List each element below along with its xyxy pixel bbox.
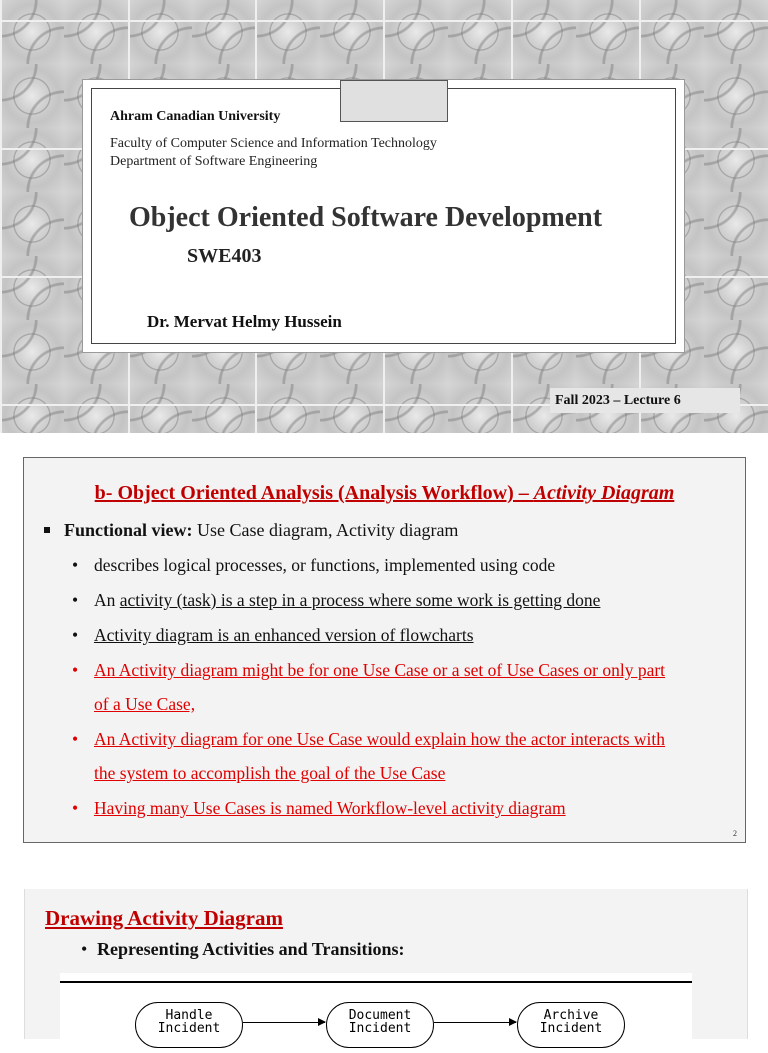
list-item <box>72 618 474 652</box>
list-item-text: of a Use Case, <box>94 694 196 714</box>
main-bullet-text: Use Case diagram, Activity diagram <box>192 520 459 540</box>
slide-title-main: b- Object Oriented Analysis (Analysis Workflow) – <box>94 482 534 504</box>
main-bullet <box>44 520 458 541</box>
bullet-dot-icon: • <box>72 798 79 818</box>
node-label: Incident <box>157 1021 221 1036</box>
list-item-text: Activity diagram is an enhanced version of flowcharts <box>94 625 474 645</box>
list-item-text: describes logical processes, or functions, implemented using code <box>94 555 556 575</box>
list-item-text: activity (task) is a step in a process where some work is getting done <box>119 590 601 610</box>
main-bullet-label: Functional view: <box>64 520 193 540</box>
lecture-tag: Fall 2023 – Lecture 6 <box>550 388 740 413</box>
title-card-frame <box>91 88 676 344</box>
course-title: Object Oriented Software Development <box>129 202 603 233</box>
list-item <box>72 583 600 617</box>
node-label: Incident <box>539 1021 603 1036</box>
slide-title: Drawing Activity Diagram <box>45 906 283 930</box>
title-slide <box>0 0 768 433</box>
activity-diagram <box>60 973 692 1053</box>
bullet-dot-icon: • <box>72 590 79 610</box>
university-name: Ahram Canadian University <box>110 109 281 124</box>
course-code: SWE403 <box>187 245 262 267</box>
tile-divider <box>0 20 768 22</box>
list-item <box>72 791 566 825</box>
university-logo <box>340 80 448 122</box>
list-item-text: Having many Use Cases is named Workflow-level activity diagram <box>94 798 566 818</box>
bullet-dot-icon: • <box>72 729 79 749</box>
title-card <box>82 79 685 353</box>
section-bullet <box>81 939 405 960</box>
list-item-text: An Activity diagram for one Use Case would explain how the actor interacts with <box>94 729 666 749</box>
diagram-top-rule <box>60 981 692 983</box>
activity-node-handle-incident <box>135 1002 243 1048</box>
bullet-dot-icon: • <box>72 625 79 645</box>
list-item <box>72 722 665 790</box>
section-bullet-text: Representing Activities and Transitions: <box>97 939 405 959</box>
instructor-name: Dr. Mervat Helmy Hussein <box>147 312 342 331</box>
slide-title-italic: Activity Diagram <box>533 482 675 504</box>
activity-node-archive-incident <box>517 1002 625 1048</box>
list-item-text: An <box>94 590 120 610</box>
list-item-text: An Activity diagram might be for one Use Case or a set of Use Cases or only part <box>94 660 666 680</box>
node-label: Archive <box>543 1008 599 1023</box>
tile-divider <box>0 0 2 433</box>
node-label: Document <box>348 1008 412 1023</box>
transition-arrow <box>434 1022 516 1023</box>
node-label: Handle <box>165 1008 213 1023</box>
bullet-dot-icon: • <box>72 555 79 575</box>
page-number: 2 <box>733 829 737 838</box>
square-bullet-icon <box>44 527 50 533</box>
slide-frame <box>23 457 746 843</box>
bullet-dot-icon: • <box>81 939 88 959</box>
drawing-slide <box>0 861 768 1036</box>
slide-frame <box>24 889 748 1039</box>
transition-arrow <box>243 1022 325 1023</box>
faculty-name: Faculty of Computer Science and Information Technology <box>110 136 437 151</box>
slide-title <box>24 482 745 505</box>
list-item <box>72 653 665 721</box>
node-label: Incident <box>348 1021 412 1036</box>
analysis-slide <box>0 433 768 861</box>
department-name: Department of Software Engineering <box>110 154 318 169</box>
activity-node-document-incident <box>326 1002 434 1048</box>
bullet-dot-icon: • <box>72 660 79 680</box>
list-item-text: the system to accomplish the goal of the Use Case <box>94 763 446 783</box>
list-item <box>72 548 555 582</box>
